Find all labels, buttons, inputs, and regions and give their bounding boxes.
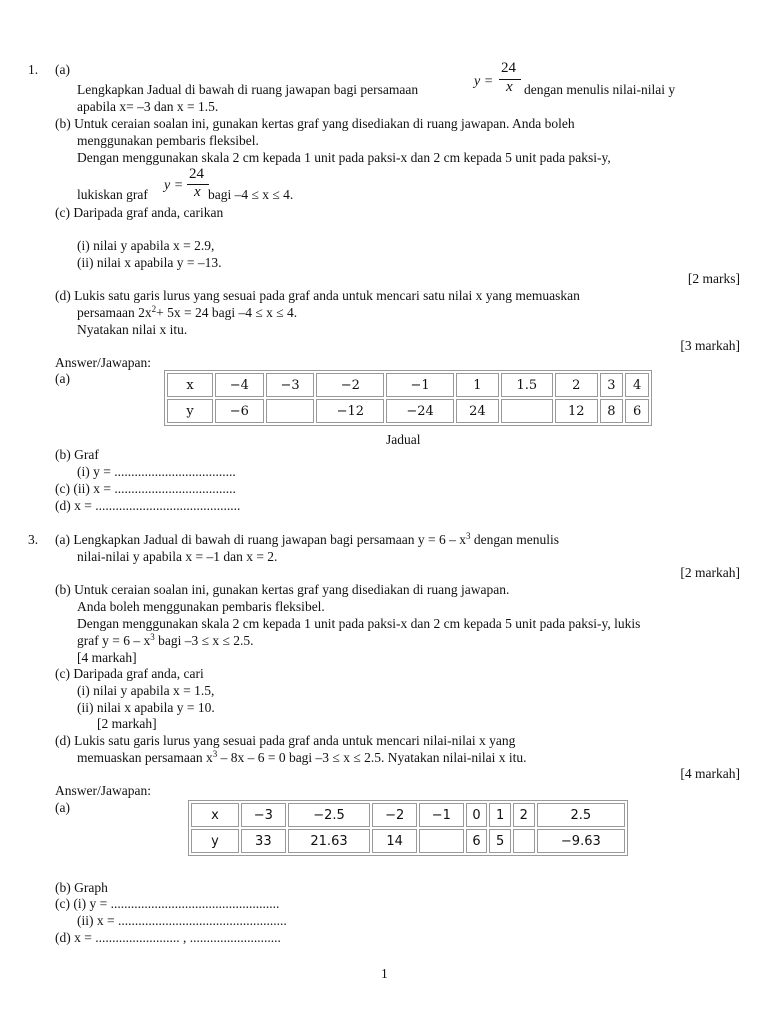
q1-answer-b: (b) Graf (55, 447, 99, 462)
q1-c-i-text: (i) nilai y apabila x = 2.9, (77, 238, 215, 253)
q1-b-text-line2: menggunakan pembaris fleksibel. (77, 133, 259, 148)
q3-b-text-line1: (b) Untuk ceraian soalan ini, gunakan kertas graf yang disediakan di ruang jawapan. (55, 582, 510, 597)
q3-answer-d: (d) x = ......................... , ........................... (55, 930, 281, 945)
q1-table-x-cell: 4 (625, 373, 649, 397)
q3-c-text: (c) Daripada graf anda, cari (55, 666, 204, 681)
q3-answer-c-ii: (ii) x = .................................................. (77, 913, 287, 928)
q1-table-y-cell: −6 (215, 399, 264, 423)
q1-table-x-cell: −4 (215, 373, 264, 397)
q3-table-y-cell: 6 (466, 829, 488, 853)
question-3-number: 3. (28, 532, 39, 547)
q1-c-ii-text: (ii) nilai x apabila y = –13. (77, 255, 222, 270)
q3-answer-c-i: (c) (i) y = .................................................. (55, 896, 280, 911)
q3-table-y-cell: 5 (489, 829, 511, 853)
q3-table-x-cell: 1 (489, 803, 511, 827)
q3-table-y-cell: 14 (372, 829, 417, 853)
page-number: 1 (381, 966, 388, 981)
q1-b-text-line4-start: lukiskan graf (77, 187, 148, 202)
q1-value-table (164, 370, 652, 426)
question-1-number: 1. (28, 62, 39, 77)
q1-c-text: (c) Daripada graf anda, carikan (55, 205, 224, 220)
q3-answer-a-label: (a) (55, 800, 70, 815)
q3-table-y-header: y (191, 829, 239, 853)
q1-d-text-line2: persamaan $2x^2+ 5x = 24$ bagi –4 ≤ x ≤ 4. (77, 304, 298, 320)
q1-d-text-line3: Nyatakan nilai x itu. (77, 322, 188, 337)
q1-table-y-cell: 12 (555, 399, 598, 423)
q1-table-y-cell: −12 (316, 399, 384, 423)
q3-table-x-cell: −1 (419, 803, 464, 827)
q1-table-y-cell (266, 399, 315, 423)
q3-table-y-cell: −9.63 (537, 829, 625, 853)
q3-answer-b: (b) Graph (55, 880, 108, 895)
q3-table-x-cell: −3 (241, 803, 286, 827)
q1-a-text-line1-end: dengan menulis nilai-nilai y (524, 82, 676, 97)
q3-table-x-cell: 2.5 (537, 803, 625, 827)
q1-answer-c-i: (i) y = .................................... (77, 464, 236, 479)
q1-table-x-cell: 3 (600, 373, 624, 397)
q3-c-ii-text: (ii) nilai x apabila y = 10. (77, 700, 215, 715)
q3-table-row-y (191, 829, 625, 853)
q1-table-y-cell: 8 (600, 399, 624, 423)
q1-table-row-y (167, 399, 649, 423)
q3-value-table (188, 800, 628, 856)
q1-table-y-cell (501, 399, 553, 423)
q3-table-x-cell: −2.5 (288, 803, 371, 827)
q1-table-x-header: x (167, 373, 213, 397)
q3-d-marks: [4 markah] (680, 766, 740, 781)
q3-a-text-line1: (a) Lengkapkan Jadual di bawah di ruang jawapan bagi persamaan $y = 6 - x^3$ dengan menulis (55, 531, 559, 547)
q1-table-x-cell: −2 (316, 373, 384, 397)
q3-b-text-line2: Anda boleh menggunakan pembaris fleksibel. (77, 599, 325, 614)
q1-table-caption: Jadual (386, 432, 421, 447)
q1-table-y-header: y (167, 399, 213, 423)
q3-table-x-header: x (191, 803, 239, 827)
q1-table-x-cell: 2 (555, 373, 598, 397)
q1-answer-a-label: (a) (55, 371, 70, 386)
q3-table-x-cell: −2 (372, 803, 417, 827)
q1-b-text-line4-end: bagi –4 ≤ x ≤ 4. (208, 187, 294, 202)
q3-d-text-line2: memuaskan persamaan $x^3 - 8x - 6 = 0$ bagi –3 ≤ x ≤ 2.5. Nyatakan nilai-nilai x itu. (77, 749, 527, 765)
q3-answer-label: Answer/Jawapan: (55, 783, 151, 798)
q3-table-y-cell (513, 829, 535, 853)
q1-answer-d: (d) x = ........................................... (55, 498, 241, 513)
q1-table-x-cell: 1.5 (501, 373, 553, 397)
q1-table-x-cell: −1 (386, 373, 454, 397)
q1-equation-y-24-over-x: y = 24 x (474, 60, 524, 100)
q1-table-row-x (167, 373, 649, 397)
q3-table-x-cell: 0 (466, 803, 488, 827)
q3-a-text-line2: nilai-nilai y apabila x = –1 dan x = 2. (77, 549, 278, 564)
q1-answer-label: Answer/Jawapan: (55, 355, 151, 370)
q1-a-text-line1: Lengkapkan Jadual di bawah di ruang jawapan bagi persamaan (77, 82, 419, 97)
q1-table-x-cell: −3 (266, 373, 315, 397)
q1-table-x-cell: 1 (456, 373, 499, 397)
q1-table-y-cell: 24 (456, 399, 499, 423)
q1-b-equation-y-24-over-x: y = 24 x (164, 166, 214, 206)
q1-b-text-line3: Dengan menggunakan skala 2 cm kepada 1 unit pada paksi-x dan 2 cm kepada 5 unit pada paksi-y, (77, 150, 611, 165)
q3-b-marks: [4 markah] (77, 650, 137, 665)
q3-c-marks: [2 markah] (97, 716, 157, 731)
q1-a-text-line2: apabila x= –3 dan x = 1.5. (77, 99, 219, 114)
q3-table-y-cell: 21.63 (288, 829, 371, 853)
q3-table-y-cell: 33 (241, 829, 286, 853)
q1-d-text-line1: (d) Lukis satu garis lurus yang sesuai pada graf anda untuk mencari satu nilai x yang memuaskan (55, 288, 580, 303)
q3-table-row-x (191, 803, 625, 827)
q3-table-y-cell (419, 829, 464, 853)
q1-table-y-cell: −24 (386, 399, 454, 423)
q1-table-y-cell: 6 (625, 399, 649, 423)
q1-b-text-line1: (b) Untuk ceraian soalan ini, gunakan kertas graf yang disediakan di ruang jawapan. Anda boleh (55, 116, 575, 131)
q1-d-marks: [3 markah] (680, 338, 740, 353)
q1-part-a-label: (a) (55, 62, 70, 77)
q1-c-marks: [2 marks] (687, 271, 740, 286)
q3-d-text-line1: (d) Lukis satu garis lurus yang sesuai pada graf anda untuk mencari nilai-nilai x yang (55, 733, 516, 748)
q3-c-i-text: (i) nilai y apabila x = 1.5, (77, 683, 215, 698)
q3-table-x-cell: 2 (513, 803, 535, 827)
q3-b-text-line4: graf $y = 6 - x^3$ bagi –3 ≤ x ≤ 2.5. (77, 632, 254, 648)
q1-answer-c-ii: (c) (ii) x = .................................... (55, 481, 236, 496)
q3-a-marks: [2 markah] (680, 565, 740, 580)
q3-b-text-line3: Dengan menggunakan skala 2 cm kepada 1 unit pada paksi-x dan 2 cm kepada 5 unit pada paksi-y, lukis (77, 616, 641, 631)
